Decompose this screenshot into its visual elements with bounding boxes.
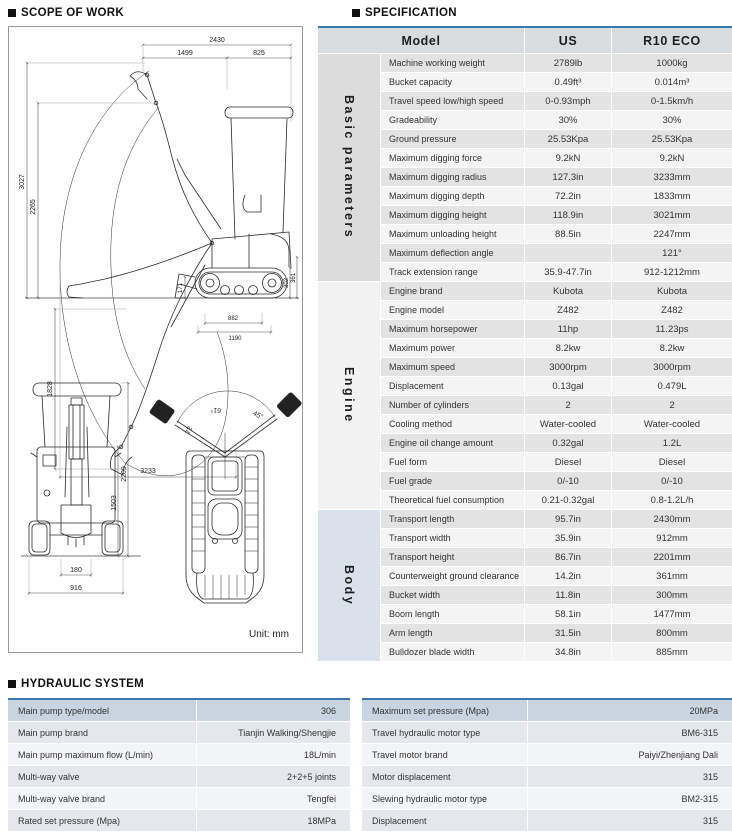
param-name: Counterweight ground clearance bbox=[381, 567, 524, 585]
param-name: Engine oil change amount bbox=[381, 434, 524, 452]
param-value-eco: 3000rpm bbox=[612, 358, 732, 376]
param-value-eco: 300mm bbox=[612, 586, 732, 604]
param-value-eco: 30% bbox=[612, 111, 732, 129]
param-value-us: 31.5in bbox=[525, 624, 611, 642]
hydraulic-param-name: Rated set pressure (Mpa) bbox=[8, 810, 196, 831]
param-value-eco: 1000kg bbox=[612, 54, 732, 72]
param-name: Engine model bbox=[381, 301, 524, 319]
hydraulic-param-value: Tengfei bbox=[197, 788, 350, 809]
param-value-us: 0.32gal bbox=[525, 434, 611, 452]
param-value-us: 11.8in bbox=[525, 586, 611, 604]
boom-raised-position bbox=[130, 72, 221, 245]
param-name: Transport width bbox=[381, 529, 524, 547]
param-name: Number of cylinders bbox=[381, 396, 524, 414]
param-name: Maximum digging radius bbox=[381, 168, 524, 186]
group-label bbox=[318, 54, 380, 281]
param-value-eco: 0/-10 bbox=[612, 472, 732, 490]
param-value-eco: 1477mm bbox=[612, 605, 732, 623]
dim-label-361: 361 bbox=[291, 272, 297, 284]
param-value-eco: 2201mm bbox=[612, 548, 732, 566]
param-name: Displacement bbox=[381, 377, 524, 395]
unit-note: Unit: mm bbox=[249, 629, 289, 640]
specification-table-body bbox=[318, 54, 732, 661]
hydraulic-param-name: Slewing hydraulic motor type bbox=[362, 788, 527, 809]
header-us: US bbox=[525, 28, 611, 53]
hydraulic-param-value: BM2-315 bbox=[528, 788, 732, 809]
hydraulic-param-name: Travel hydraulic motor type bbox=[362, 722, 527, 743]
hydraulic-param-value: 2+2+5 joints bbox=[197, 766, 350, 787]
param-value-us: 2789lb bbox=[525, 54, 611, 72]
param-value-us: 30% bbox=[525, 111, 611, 129]
specification-section bbox=[318, 7, 732, 662]
hydraulic-param-value: BM6-315 bbox=[528, 722, 732, 743]
work-envelope-outer-arc bbox=[60, 71, 149, 463]
param-value-eco: 8.2kw bbox=[612, 339, 732, 357]
hydraulic-param-value: Tianjin Walking/Shengjie bbox=[197, 722, 350, 743]
angle-label-72: 72 bbox=[184, 425, 195, 436]
dim-label-825: 825 bbox=[253, 50, 265, 57]
hydraulic-param-name: Travel motor brand bbox=[362, 744, 527, 765]
param-value-eco: 0.014m³ bbox=[612, 73, 732, 91]
param-name: Fuel grade bbox=[381, 472, 524, 490]
hydraulic-param-name: Multi-way valve bbox=[8, 766, 196, 787]
scope-of-work-title-text: SCOPE OF WORK bbox=[21, 7, 124, 19]
scope-of-work-box bbox=[8, 26, 303, 653]
hydraulic-system-title bbox=[8, 678, 732, 690]
dim-label-1190: 1190 bbox=[228, 336, 242, 342]
param-value-eco: Kubota bbox=[612, 282, 732, 300]
scope-of-work-drawing bbox=[9, 27, 302, 652]
param-value-us: 35.9-47.7in bbox=[525, 263, 611, 281]
param-value-us: 127.3in bbox=[525, 168, 611, 186]
scope-of-work-section bbox=[8, 7, 303, 653]
hydraulic-system-title-text: HYDRAULIC SYSTEM bbox=[21, 678, 145, 690]
param-name: Engine brand bbox=[381, 282, 524, 300]
param-value-us: Z482 bbox=[525, 301, 611, 319]
param-name: Maximum speed bbox=[381, 358, 524, 376]
hydraulic-param-value: 306 bbox=[197, 700, 350, 721]
param-value-eco: 800mm bbox=[612, 624, 732, 642]
top-view bbox=[149, 391, 302, 603]
dim-label-2209: 2209 bbox=[121, 466, 128, 482]
param-name: Ground pressure bbox=[381, 130, 524, 148]
hydraulic-param-name: Main pump maximum flow (L/min) bbox=[8, 744, 196, 765]
square-bullet-icon bbox=[8, 680, 16, 688]
group-label-text: Engine bbox=[342, 367, 356, 424]
header-model: Model bbox=[318, 28, 524, 53]
param-value-us: 72.2in bbox=[525, 187, 611, 205]
angle-label-61: 61° bbox=[210, 405, 222, 414]
param-value-eco: Z482 bbox=[612, 301, 732, 319]
specification-table bbox=[318, 26, 732, 661]
dim-label-2265: 2265 bbox=[30, 199, 37, 215]
hydraulic-param-name: Main pump brand bbox=[8, 722, 196, 743]
dim-label-171: 171 bbox=[178, 282, 184, 294]
param-name: Boom length bbox=[381, 605, 524, 623]
param-value-us: 9.2kN bbox=[525, 149, 611, 167]
dim-label-1828: 1828 bbox=[47, 381, 54, 397]
param-value-us: 0/-10 bbox=[525, 472, 611, 490]
param-name: Maximum digging height bbox=[381, 206, 524, 224]
param-name: Fuel form bbox=[381, 453, 524, 471]
boom-max-reach-position bbox=[67, 243, 212, 298]
specification-title bbox=[352, 7, 732, 19]
hydraulic-param-value: 20MPa bbox=[528, 700, 732, 721]
param-name: Cooling method bbox=[381, 415, 524, 433]
param-value-us: 25.53Kpa bbox=[525, 130, 611, 148]
param-name: Transport height bbox=[381, 548, 524, 566]
param-name: Maximum horsepower bbox=[381, 320, 524, 338]
param-value-eco: 912-1212mm bbox=[612, 263, 732, 281]
param-value-eco: Water-cooled bbox=[612, 415, 732, 433]
param-value-us: 58.1in bbox=[525, 605, 611, 623]
param-value-us: 88.5in bbox=[525, 225, 611, 243]
param-name: Maximum power bbox=[381, 339, 524, 357]
hydraulic-param-value: 18MPa bbox=[197, 810, 350, 831]
dim-label-180: 180 bbox=[70, 567, 82, 574]
hydraulic-param-name: Maximum set pressure (Mpa) bbox=[362, 700, 527, 721]
param-value-eco: Diesel bbox=[612, 453, 732, 471]
hydraulic-param-value: Paiyi/Zhenjiang Dali bbox=[528, 744, 732, 765]
specification-title-text: SPECIFICATION bbox=[365, 7, 457, 19]
dim-label-3027: 3027 bbox=[19, 174, 26, 190]
param-value-us: 86.7in bbox=[525, 548, 611, 566]
param-value-eco: 885mm bbox=[612, 643, 732, 661]
swing-angle-labels bbox=[185, 406, 265, 436]
param-value-us: 0.49ft³ bbox=[525, 73, 611, 91]
param-value-eco: 1833mm bbox=[612, 187, 732, 205]
param-name: Travel speed low/high speed bbox=[381, 92, 524, 110]
param-name: Bucket capacity bbox=[381, 73, 524, 91]
param-value-eco: 9.2kN bbox=[612, 149, 732, 167]
hydraulic-table-right bbox=[362, 698, 732, 831]
group-label bbox=[318, 282, 380, 509]
dim-label-916: 916 bbox=[70, 585, 82, 592]
square-bullet-icon bbox=[8, 9, 16, 17]
param-name: Bucket width bbox=[381, 586, 524, 604]
group-label-text: Body bbox=[342, 564, 356, 607]
param-name: Theoretical fuel consumption bbox=[381, 491, 524, 509]
side-view-body bbox=[212, 107, 293, 268]
boom-digging-position bbox=[110, 243, 212, 475]
angle-label-45: 45° bbox=[251, 410, 265, 422]
param-value-eco: 3021mm bbox=[612, 206, 732, 224]
param-name: Bulldozer blade width bbox=[381, 643, 524, 661]
param-value-eco: 912mm bbox=[612, 529, 732, 547]
group-label-text: Basic parameters bbox=[342, 95, 356, 240]
hydraulic-param-value: 315 bbox=[528, 766, 732, 787]
param-value-eco: 2 bbox=[612, 396, 732, 414]
spec-group-0 bbox=[318, 54, 732, 281]
param-value-us: Kubota bbox=[525, 282, 611, 300]
param-value-us: Water-cooled bbox=[525, 415, 611, 433]
param-value-us: Diesel bbox=[525, 453, 611, 471]
param-value-eco: 0-1.5km/h bbox=[612, 92, 732, 110]
dim-label-2430: 2430 bbox=[209, 37, 225, 44]
hydraulic-param-name: Displacement bbox=[362, 810, 527, 831]
param-value-us: 35.9in bbox=[525, 529, 611, 547]
scope-of-work-title bbox=[8, 7, 303, 19]
dim-label-1499: 1499 bbox=[177, 50, 193, 57]
param-name: Maximum digging depth bbox=[381, 187, 524, 205]
param-value-us: 8.2kw bbox=[525, 339, 611, 357]
param-value-us: 11hp bbox=[525, 320, 611, 338]
param-value-us: 3000rpm bbox=[525, 358, 611, 376]
spec-group-2 bbox=[318, 510, 732, 661]
param-name: Machine working weight bbox=[381, 54, 524, 72]
param-name: Arm length bbox=[381, 624, 524, 642]
dim-label-3233: 3233 bbox=[140, 468, 156, 475]
param-name: Gradeability bbox=[381, 111, 524, 129]
param-value-us: 95.7in bbox=[525, 510, 611, 528]
hydraulic-param-name: Main pump type/model bbox=[8, 700, 196, 721]
hydraulic-param-name: Multi-way valve brand bbox=[8, 788, 196, 809]
dim-label-302: 302 bbox=[284, 277, 290, 289]
square-bullet-icon bbox=[352, 9, 360, 17]
side-view-tracks bbox=[195, 268, 287, 298]
param-name: Maximum unloading height bbox=[381, 225, 524, 243]
param-value-eco: 25.53Kpa bbox=[612, 130, 732, 148]
dim-label-1503: 1503 bbox=[111, 495, 118, 511]
param-value-us: 0.13gal bbox=[525, 377, 611, 395]
param-name: Transport length bbox=[381, 510, 524, 528]
param-value-eco: 11.23ps bbox=[612, 320, 732, 338]
param-value-eco: 0.479L bbox=[612, 377, 732, 395]
param-value-eco: 121° bbox=[612, 244, 732, 262]
dim-label-882: 882 bbox=[227, 316, 239, 322]
param-value-eco: 3233mm bbox=[612, 168, 732, 186]
param-value-eco: 2247mm bbox=[612, 225, 732, 243]
param-value-eco: 1.2L bbox=[612, 434, 732, 452]
param-value-us: 34.8in bbox=[525, 643, 611, 661]
param-value-us: 0.21-0.32gal bbox=[525, 491, 611, 509]
hydraulic-param-value: 18L/min bbox=[197, 744, 350, 765]
param-value-us: 118.9in bbox=[525, 206, 611, 224]
header-r10-eco: R10 ECO bbox=[612, 28, 732, 53]
param-value-us: 14.2in bbox=[525, 567, 611, 585]
param-value-us: 0-0.93mph bbox=[525, 92, 611, 110]
work-envelope-inner-arc bbox=[111, 107, 159, 389]
group-label bbox=[318, 510, 380, 661]
param-value-us: 2 bbox=[525, 396, 611, 414]
param-name: Maximum digging force bbox=[381, 149, 524, 167]
spec-group-1 bbox=[318, 282, 732, 509]
hydraulic-param-value: 315 bbox=[528, 810, 732, 831]
specification-table-header bbox=[318, 28, 732, 53]
param-value-eco: 2430mm bbox=[612, 510, 732, 528]
param-value-eco: 0.8-1.2L/h bbox=[612, 491, 732, 509]
param-value-us bbox=[525, 244, 611, 262]
param-value-eco: 361mm bbox=[612, 567, 732, 585]
param-name: Maximum deflection angle bbox=[381, 244, 524, 262]
hydraulic-param-name: Motor displacement bbox=[362, 766, 527, 787]
hydraulic-table-left bbox=[8, 698, 350, 831]
param-name: Track extension range bbox=[381, 263, 524, 281]
hydraulic-system-section bbox=[8, 678, 732, 831]
work-envelope-bottom-arc bbox=[125, 332, 228, 476]
